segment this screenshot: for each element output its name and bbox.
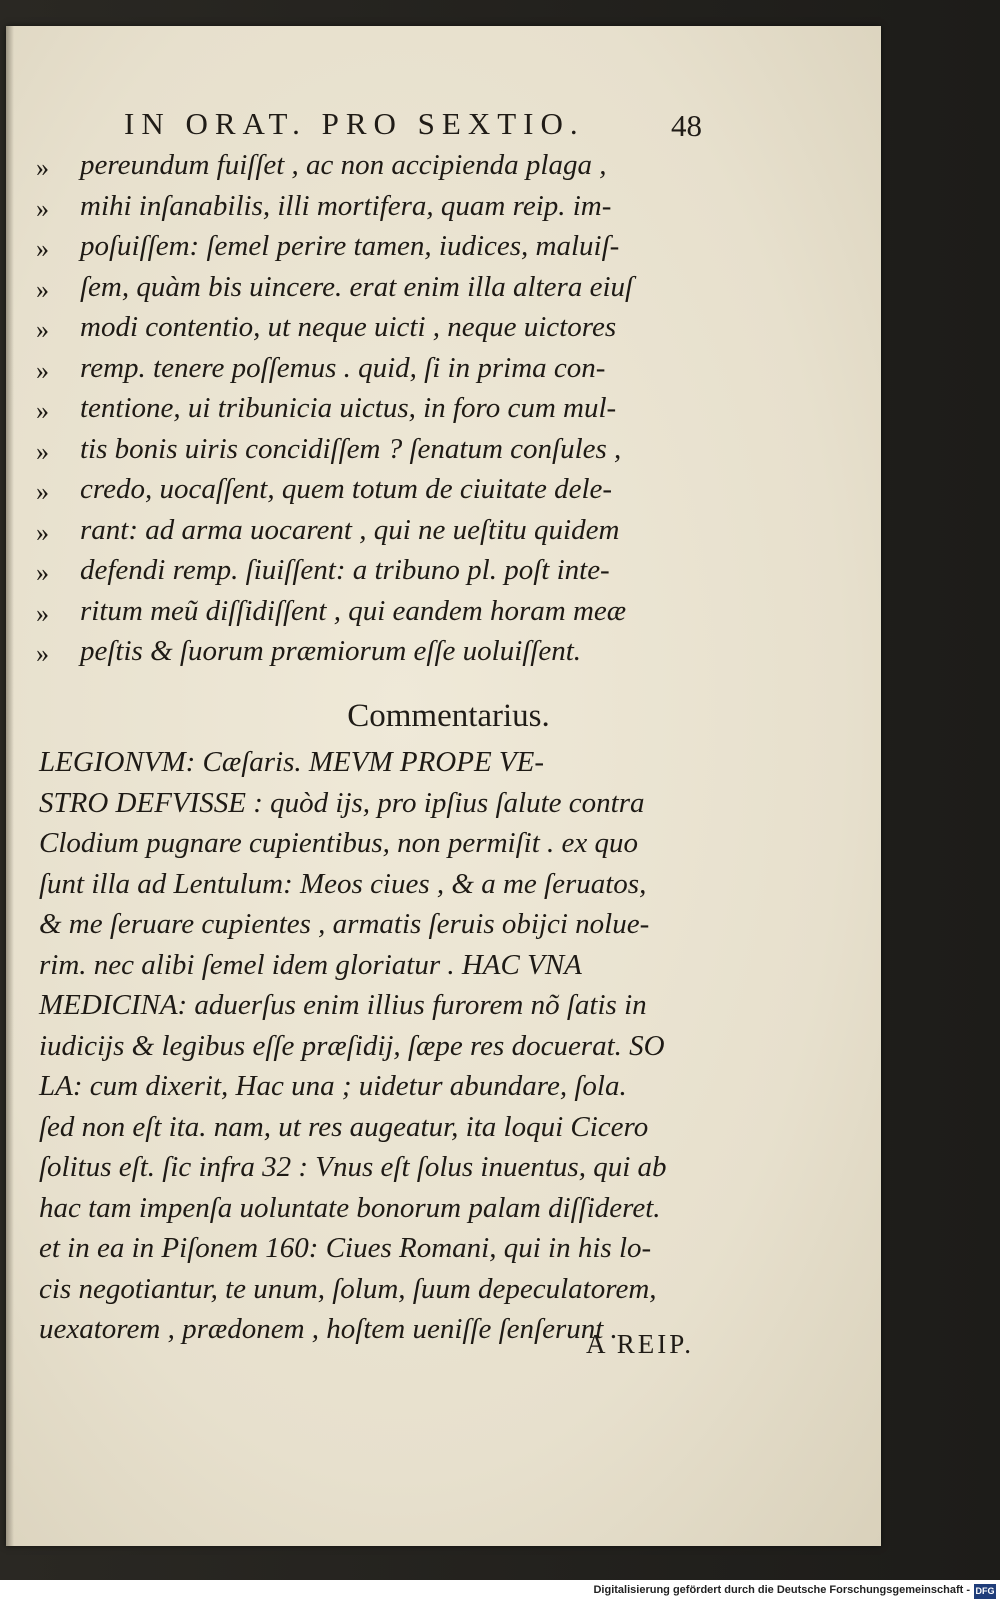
verse-text: remp. tenere poſſemus . quid, ſi in prima con- — [80, 351, 606, 384]
quotation-mark: » — [36, 517, 49, 547]
verse-text: defendi remp. ſiuiſſent: a tribuno pl. poſt inte- — [80, 554, 610, 586]
commentary-line: ſed non eſt ita. nam, ut res augeatur, ita loqui Cicero — [39, 1110, 649, 1143]
commentary-line: LA: cum dixerit, Hac una ; uidetur abundare, ſola. — [39, 1070, 627, 1102]
commentary-line: cis negotiantur, te unum, ſolum, ſuum depeculatorem, — [39, 1272, 657, 1305]
running-title: IN ORAT. PRO SEXTIO. — [124, 106, 585, 141]
verse-text: tentione, ui tribunicia uictus, in foro cum mul- — [80, 392, 617, 424]
verse-text: ſem, quàm bis uincere. erat enim illa altera eiuſ — [80, 270, 634, 303]
commentary-line: MEDICINA: aduerſus enim illius furorem nõ ſatis in — [39, 989, 647, 1021]
verse-text: rant: ad arma uocarent , qui ne ueſtitu quidem — [80, 513, 620, 546]
commentary-line: Clodium pugnare cupientibus, non permiſit . ex quo — [39, 827, 639, 859]
verse-line — [36, 635, 736, 676]
quotation-mark: » — [36, 234, 49, 263]
dfg-logo-icon: DFG — [974, 1584, 996, 1599]
quotation-mark: » — [36, 396, 49, 425]
verse-text: mihi inſanabilis, illi mortifera, quam reip. im- — [80, 189, 612, 222]
commentary-line: hac tam impenſa uoluntate bonorum palam diſſideret. — [39, 1191, 661, 1224]
commentary-line: rim. nec alibi ſemel idem gloriatur . HAC VNA — [39, 948, 582, 981]
section-heading: Commentarius. — [347, 698, 550, 734]
running-head — [6, 106, 881, 146]
verse-line — [36, 230, 736, 271]
commentary-line: LEGIONVM: Cæſaris. MEVM PROPE VE- — [39, 746, 545, 778]
verse-line — [36, 352, 736, 393]
verse-text: peſtis & ſuorum præmiorum eſſe uoluiſſent. — [80, 635, 582, 667]
book-page — [6, 26, 881, 1546]
catchword: A REIP. — [586, 1329, 695, 1359]
digitization-footer — [0, 1580, 1000, 1605]
verse-text: ritum meũ diſſidiſſent , qui eandem horam meæ — [80, 594, 627, 627]
verse-line — [36, 514, 736, 555]
verse-text: modi contentio, ut neque uicti , neque uictores — [80, 311, 617, 343]
quotation-mark: » — [36, 639, 49, 668]
page-gutter-shadow — [6, 26, 14, 1546]
verse-line — [36, 433, 736, 474]
commentary-line: ſunt illa ad Lentulum: Meos ciues , & a me ſeruatos, — [39, 867, 647, 900]
verse-text: pereundum fuiſſet , ac non accipienda plaga , — [80, 149, 607, 181]
commentary-line: ſolitus eſt. ſic infra 32 : Vnus eſt ſolus inuentus, qui ab — [39, 1151, 667, 1183]
quotation-mark: » — [36, 558, 49, 587]
commentary-line: uexatorem , prædonem , hoſtem ueniſſe ſenſerunt . — [39, 1313, 618, 1345]
verse-line — [36, 271, 736, 312]
quotation-mark: » — [36, 355, 49, 385]
verse-line — [36, 392, 736, 433]
verse-text: credo, uocaſſent, quem totum de ciuitate dele- — [80, 473, 613, 505]
quoted-oration-text — [36, 149, 736, 676]
verse-line — [36, 473, 736, 514]
commentary-line: STRO DEFVISSE : quòd ijs, pro ipſius ſalute contra — [39, 786, 645, 819]
quotation-mark: » — [36, 315, 49, 344]
verse-line — [36, 554, 736, 595]
quotation-mark: » — [36, 436, 49, 466]
verse-text: poſuiſſem: ſemel perire tamen, iudices, maluiſ- — [80, 230, 620, 262]
verse-line — [36, 190, 736, 231]
funding-credit: Digitalisierung gefördert durch die Deutsche Forschungsgemeinschaft - — [593, 1584, 970, 1596]
quotation-mark: » — [36, 193, 49, 223]
verse-text: tis bonis uiris concidiſſem ? ſenatum conſules , — [80, 432, 622, 465]
page-number: 48 — [671, 108, 702, 143]
verse-line — [36, 595, 736, 636]
commentary-line: iudicijs & legibus eſſe præſidij, ſæpe res docuerat. SO — [39, 1029, 665, 1062]
quotation-mark: » — [36, 598, 49, 628]
quotation-mark: » — [36, 153, 49, 182]
verse-line — [36, 149, 736, 190]
quotation-mark: » — [36, 274, 49, 304]
commentary-text — [39, 746, 739, 1354]
commentary-line: & me ſeruare cupientes , armatis ſeruis obijci nolue- — [39, 908, 650, 940]
quotation-mark: » — [36, 477, 49, 506]
commentary-line: et in ea in Piſonem 160: Ciues Romani, qui in his lo- — [39, 1232, 652, 1264]
verse-line — [36, 311, 736, 352]
